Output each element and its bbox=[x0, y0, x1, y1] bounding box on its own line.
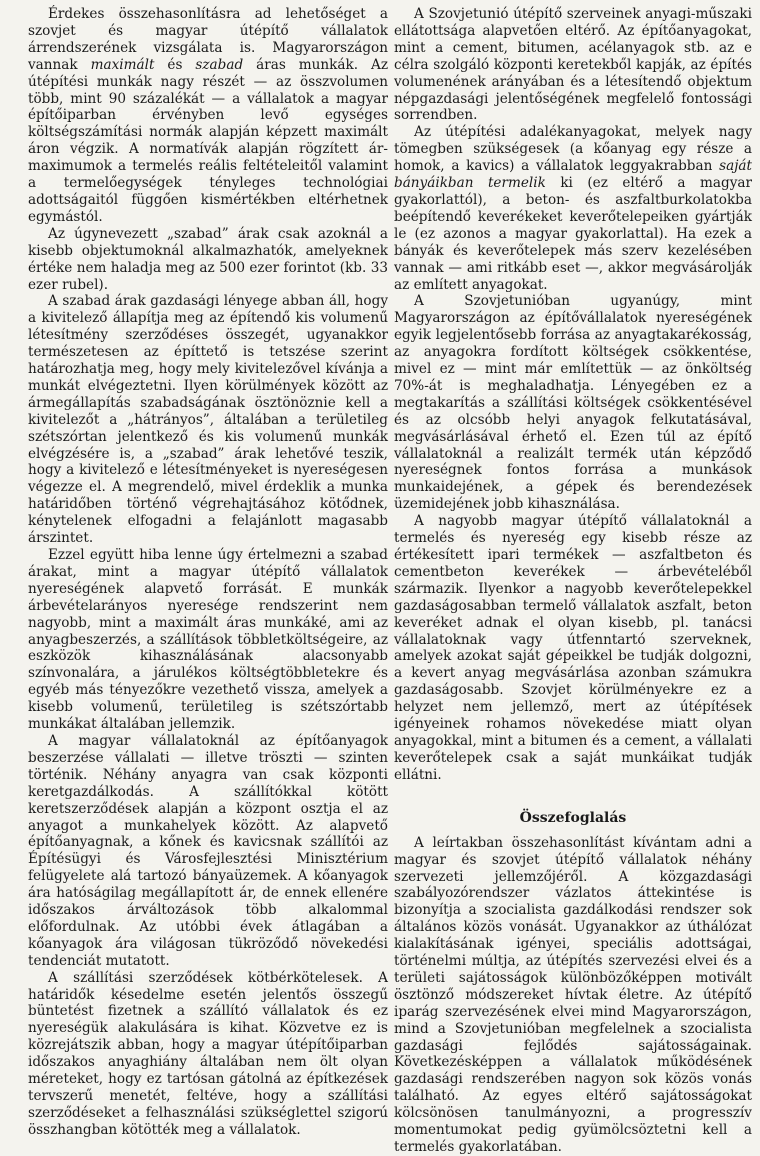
paragraph: Az útépítési adalékanyagokat, melyek nagy tömegben szükségesek (a kőanyag egy része a homok, a kavics) a vállalatok leggyakrabban saját bányáikban termelik ki (ez eltérő a magyar gyakorlattól), a beton- és aszfaltburkolatokba beépítendő keverékeket keverőtelepeiken gyártják le (ez azonos a magyar gyakorlattal). Ha ezek a bányák és keverőtelepek más szerv kezelésében vannak — ami ritkább eset —, akkor megvásárolják az említett anyagokat. bbox=[394, 124, 752, 293]
paragraph: Érdekes összehasonlításra ad lehetőséget a szovjet és magyar útépítő vállalatok árrendszerének vizsgálata is. Magyarországon vannak maximált és szabad áras munkák. Az útépítési munkák nagy részét — az összvolumen több, mint 90 százalékát — a vállalatok a magyar építőiparban érvényben levő egységes költségszámítási normák alapján képzett maximált áron végzik. A normatívák alapján rögzített ár-maximumok a termelés reális feltételeitől valamint a termelőegységek tényleges technológiai adottságaitól függően kismértékben eltérhetnek egymástól. bbox=[28, 6, 388, 225]
paragraph: Ezzel együtt hiba lenne úgy értelmezni a szabad árakat, mint a magyar útépítő vállalatok nyereségének alapvető forrását. E munkák árbevételarányos nyeresége rendszerint nem nagyobb, mint a maximált áras munkáké, ami az anyagbeszerzés, a szállítások többletköltségeire, az eszközök kihasználásának alacsonyabb színvonalára, a járulékos költségtöbbletekre és egyéb más tényezőkre vezethető vissza, amelyek a kisebb volumenű, területileg is szétszórtabb munkákat általában jellemzik. bbox=[28, 547, 388, 733]
paragraph: A leírtakban összehasonlítást kívántam adni a magyar és szovjet útépítő vállalatok néhány szervezeti jellemzőjéről. A közgazdasági szabályozórendszer vázlatos áttekintése is bizonyítja a szocialista gazdálkodási rendszer sok általános közös vonását. Ugyanakkor az úthálózat kialakításának igényei, speciális adottságai, történelmi múltja, az útépítés szervezési elvei és a területi sajátosságok különbözőképpen motivált ösztönző módszereket hívtak életre. Az útépítő iparág szervezésének elvei mind Magyarországon, mind a Szovjetunióban megfelelnek a szocialista gazdasági fejlődés sajátosságainak. Következésképpen a vállalatok működésének gazdasági rendszerében nagyon sok közös vonás található. Az egyes eltérő sajátosságokat kölcsönösen tanulmányozni, a progresszív momentumokat pedig gyümölcsöztetni kell a termelés gyakorlatában. bbox=[394, 834, 752, 1155]
paragraph: A Szovjetunióban ugyanúgy, mint Magyarországon az építővállalatok nyereségének egyik legjelentősebb forrása az anyagtakarékosság, az anyagokra fordított költségek csökkentése, mivel ez — mint már említettük — az önköltség 70%-át is meghaladhatja. Lényegében ez a megtakarítás a szállítási költségek csökkentésével és az olcsóbb helyi anyagok felkutatásával, megvásárlásával érhető el. Ezen túl az építő vállalatoknál a realizált termék után képződő nyereségnek fontos forrása a munkások munkaidejének, a gépek és berendezések üzemidejének jobb kihasználása. bbox=[394, 293, 752, 513]
left-column bbox=[28, 6, 388, 1139]
paragraph: Az úgynevezett „szabad” árak csak azoknál a kisebb objektumoknál alkalmazhatók, amelyeknek értéke nem haladja meg az 500 ezer forintot (kb. 33 ezer rubel). bbox=[28, 225, 388, 293]
paragraph: A szabad árak gazdasági lényege abban áll, hogy a kivitelező állapítja meg az építendő kis volumenű létesítmény szerződéses összegét, ugyanakkor természetesen az építtető is tetszése szerint határozhatja meg, hogy mely kivitelezővel kívánja a munkát elvégeztetni. Ilyen körülmények között az ármegállapítás szabadságának ösztönöznie kell a kivitelezőt a „hátrányos”, általában a területileg szétszórtan jelentkező és kis volumenű munkák elvégzésére is, a „szabad” árak lehetővé teszik, hogy a kivitelező e létesítményeket is nyereségesen végezze el. A megrendelő, mivel érdeklik a munka határidőben történő végrehajtásához kötődnek, kénytelenek elfogadni a felajánlott magasabb árszintet. bbox=[28, 293, 388, 547]
paragraph: A szállítási szerződések kötbérkötelesek. A határidők késedelme esetén jelentős összegű büntetést fizetnek a szállító vállalatok és ez nyereségük alakulására is kihat. Közvetve ez is közrejátszik abban, hogy a magyar útépítőiparban időszakos anyaghiány általában nem ölt olyan méreteket, hogy ez tartósan gátolná az építkezések tervszerű menetét, feltéve, hogy a szállítási szerződéseket a felhasználási szükséglettel szigorú összhangban kötötték meg a vállalatok. bbox=[28, 969, 388, 1138]
right-column bbox=[394, 6, 752, 1156]
paragraph: A magyar vállalatoknál az építőanyagok beszerzése vállalati — illetve tröszti — szinten történik. Néhány anyagra van csak központi keretgazdálkodás. A szállítókkal kötött keretszerződések alapján a központ osztja el az anyagot a munkahelyek között. Az alapvető építőanyagnak, a kőnek és kavicsnak szállítói az Építésügyi és Városfejlesztési Minisztérium felügyelete alá tartozó bányaüzemek. A kőanyagok ára hatóságilag megállapított ár, de ennek ellenére időszakos árváltozások több alkalommal előfordulnak. Az utóbbi évek átlagában a kőanyagok ára világosan tükröződő növekedési tendenciát mutatott. bbox=[28, 732, 388, 969]
paragraph: A nagyobb magyar útépítő vállalatoknál a termelés és nyereség egy kisebb része az értékesített ipari termékek — aszfaltbeton és cementbeton keverékek — árbevételéből származik. Ilyenkor a nagyobb keverőtelepekkel gazdaságosabban termelő vállalatok aszfalt, beton keveréket adnak el olyan kisebb, pl. tanácsi vállalatoknak vagy útfenntartó szerveknek, amelyek azokat saját gépeikkel be tudják dolgozni, a kevert anyag megvásárlása azonban számukra gazdaságosabb. Szovjet körülményekre ez a helyzet nem jellemző, mert az útépítések igényeinek rohamos növekedése miatt olyan anyagokkal, mint a bitumen és a cement, a vállalati keverőtelepek csak a saját munkáikat tudják ellátni. bbox=[394, 513, 752, 783]
section-heading: Összefoglalás bbox=[519, 809, 627, 826]
paragraph: A Szovjetunió útépítő szerveinek anyagi-műszaki ellátottsága alapvetően eltérő. Az építőanyagokat, mint a cement, bitumen, acélanyagok stb. az e célra szolgáló központi keretekből kapják, az építés volumenének arányában és a létesítendő objektum népgazdasági jelentőségének megfelelő fontossági sorrendben. bbox=[394, 6, 752, 124]
